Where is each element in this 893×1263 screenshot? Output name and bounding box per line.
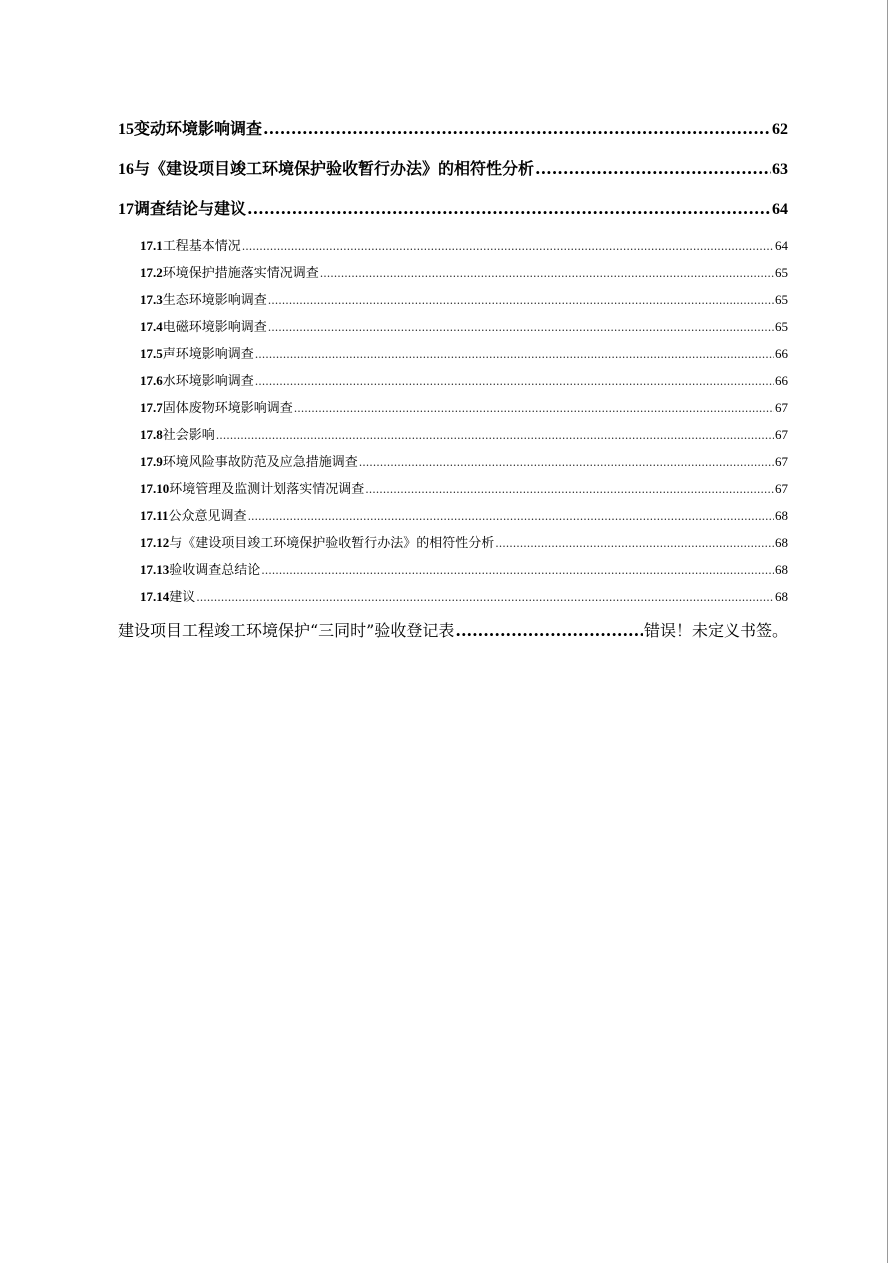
dot-leader: [261, 564, 774, 577]
toc-entry-title: 公众意见调查: [168, 509, 247, 524]
toc-entry-number: 17.13: [140, 562, 170, 577]
toc-entry-section-17-9[interactable]: [140, 451, 788, 470]
toc-entry-page: 68: [775, 589, 788, 604]
toc-entry-number: 17.6: [140, 373, 163, 388]
dot-leader: [268, 294, 774, 307]
toc-entry-number: 17.9: [140, 454, 163, 469]
toc-entry-page: 67: [775, 481, 788, 496]
toc-entry-title: 建议: [169, 590, 196, 605]
toc-entry-section-17-1[interactable]: [140, 235, 788, 254]
toc-entry-number: 17.1: [140, 238, 163, 253]
toc-entry-number: 17: [118, 201, 134, 218]
toc-entry-section-17-3[interactable]: [140, 289, 788, 308]
toc-entry-number: 17.3: [140, 292, 163, 307]
toc-entry-title: 变动环境影响调查: [134, 119, 263, 138]
toc-entry-title: 固体废物环境影响调查: [162, 401, 293, 416]
dot-leader: [294, 402, 774, 415]
toc-entry-chapter-16[interactable]: [118, 156, 788, 179]
toc-entry-page: 65: [775, 292, 788, 307]
toc-entry-number: 17.4: [140, 319, 163, 334]
toc-entry-number: 17.11: [140, 508, 169, 523]
toc-entry-page: 65: [775, 265, 788, 280]
toc-entry-number: 17.14: [140, 589, 170, 604]
toc-entry-number: 17.12: [140, 535, 170, 550]
toc-entry-section-17-4[interactable]: [140, 316, 788, 335]
toc-entry-title: 生态环境影响调查: [162, 293, 267, 308]
toc-entry-number: 15: [118, 121, 134, 138]
toc-entry-section-17-6[interactable]: [140, 370, 788, 389]
toc-entry-section-17-2[interactable]: [140, 262, 788, 281]
dot-leader: [255, 348, 774, 361]
toc-entry-page: 65: [775, 319, 788, 334]
dot-leader: [455, 621, 643, 640]
toc-entry-page: 67: [775, 400, 788, 415]
toc-entry-title: 建设项目工程竣工环境保护“三同时”验收登记表: [118, 621, 455, 640]
toc-entry-page: 67: [775, 454, 788, 469]
toc-entry-number: 17.7: [140, 400, 163, 415]
toc-entry-number: 17.5: [140, 346, 163, 361]
toc-entry-title: 验收调查总结论: [169, 563, 261, 578]
toc-entry-section-17-12[interactable]: [140, 532, 788, 551]
toc-entry-title: 与《建设项目竣工环境保护验收暂行办法》的相符性分析: [169, 536, 495, 551]
toc-entry-title: 环境风险事故防范及应急措施调查: [162, 455, 358, 470]
toc-entry-page: 错误！未定义书签。: [643, 623, 788, 640]
dot-leader: [248, 510, 774, 523]
toc-entry-number: 17.10: [140, 481, 170, 496]
page-edge-divider: [887, 0, 888, 1263]
toc-entry-title: 电磁环境影响调查: [162, 320, 267, 335]
toc-entry-section-17-5[interactable]: [140, 343, 788, 362]
dot-leader: [359, 456, 774, 469]
dot-leader: [268, 321, 774, 334]
dot-leader: [320, 267, 774, 280]
toc-entry-chapter-17[interactable]: [118, 196, 788, 219]
toc-entry-page: 66: [775, 346, 788, 361]
dot-leader: [196, 591, 774, 604]
toc-entry-title: 社会影响: [162, 428, 215, 443]
toc-entry-title: 环境管理及监测计划落实情况调查: [169, 482, 365, 497]
toc-entry-page: 63: [772, 161, 788, 178]
toc-entry-title: 声环境影响调查: [162, 347, 254, 362]
toc-entry-chapter-15[interactable]: [118, 116, 788, 139]
toc-entry-page: 68: [775, 535, 788, 550]
dot-leader: [263, 119, 771, 138]
dot-leader: [535, 159, 771, 178]
toc-entry-page: 62: [772, 121, 788, 138]
toc-entry-number: 17.2: [140, 265, 163, 280]
toc-entry-section-17-14[interactable]: [140, 586, 788, 605]
toc-entry-title: 环境保护措施落实情况调查: [162, 266, 319, 281]
toc-entry-title: 调查结论与建议: [134, 199, 247, 218]
dot-leader: [247, 199, 771, 218]
toc-entry-page: 64: [775, 238, 788, 253]
dot-leader: [216, 429, 774, 442]
toc-entry-title: 与《建设项目竣工环境保护验收暂行办法》的相符性分析: [134, 159, 535, 178]
dot-leader: [365, 483, 774, 496]
toc-entry-page: 64: [772, 201, 788, 218]
toc-entry-page: 66: [775, 373, 788, 388]
toc-entry-section-17-8[interactable]: [140, 424, 788, 443]
toc-entry-title: 工程基本情况: [162, 239, 241, 254]
toc-entry-page: 68: [775, 562, 788, 577]
toc-entry-section-17-7[interactable]: [140, 397, 788, 416]
toc-entry-page: 67: [775, 427, 788, 442]
toc-entry-section-17-11[interactable]: [140, 505, 788, 524]
toc-entry-number: 17.8: [140, 427, 163, 442]
dot-leader: [242, 240, 774, 253]
dot-leader: [255, 375, 774, 388]
dot-leader: [495, 537, 774, 550]
toc-entry-section-17-10[interactable]: [140, 478, 788, 497]
toc-entry-registration-form[interactable]: [118, 618, 788, 641]
toc-entry-title: 水环境影响调查: [162, 374, 254, 389]
toc-entry-page: 68: [775, 508, 788, 523]
toc-entry-number: 16: [118, 161, 134, 178]
toc-entry-section-17-13[interactable]: [140, 559, 788, 578]
